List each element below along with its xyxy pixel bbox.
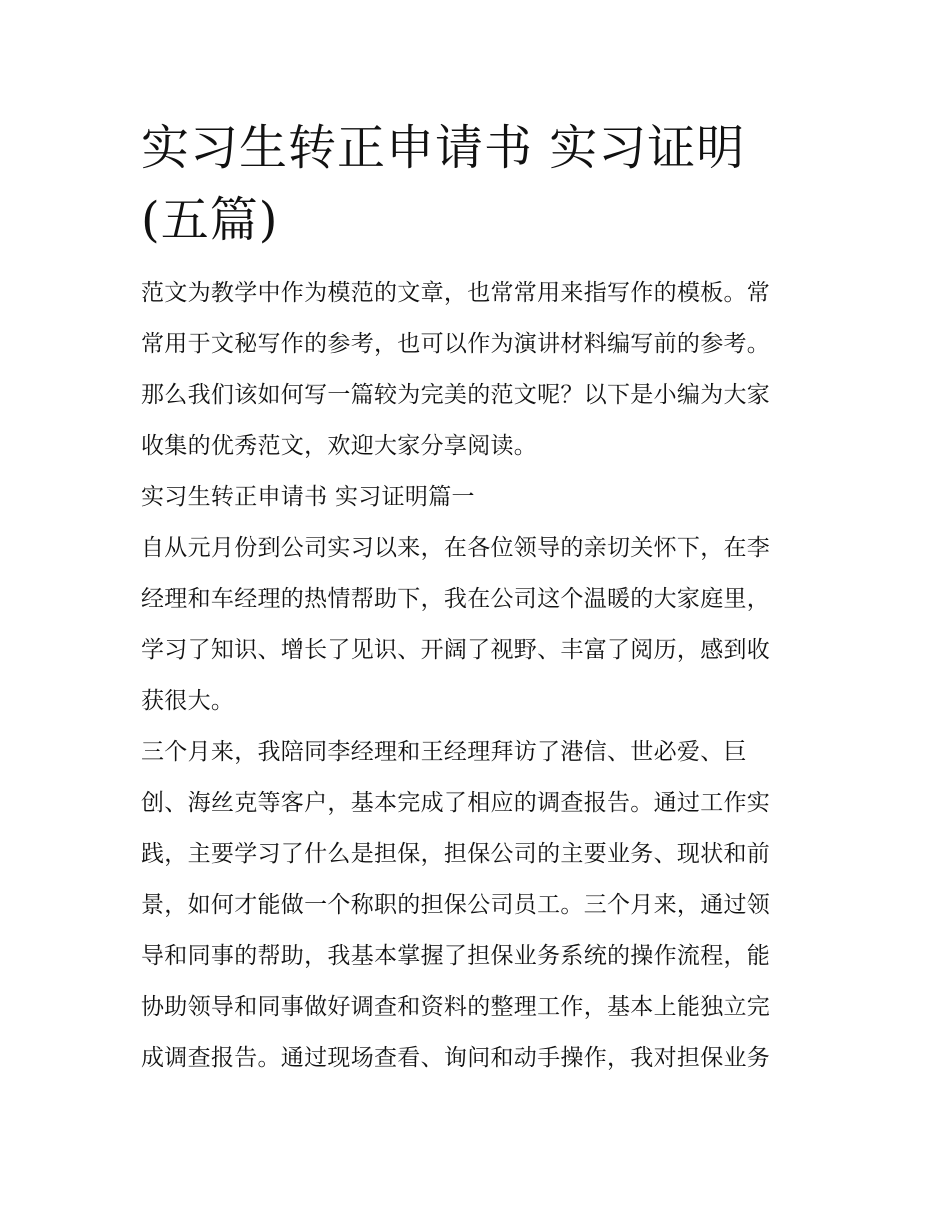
- title-line: 实习生转正申请书 实习证明: [141, 120, 746, 176]
- document-body: [141, 112, 813, 1084]
- text-line: 常用于文秘写作的参考，也可以作为演讲材料编写前的参考。: [141, 331, 771, 357]
- text-line: 景，如何才能做一个称职的担保公司员工。三个月来，通过领: [141, 892, 771, 918]
- body-paragraph-1: [141, 523, 813, 727]
- text-line: 收集的优秀范文，欢迎大家分享阅读。: [141, 433, 538, 459]
- text-line: 那么我们该如何写一篇较为完美的范文呢？以下是小编为大家: [141, 382, 771, 408]
- text-line: 成调查报告。通过现场查看、询问和动手操作，我对担保业务: [141, 1045, 771, 1071]
- text-line: 经理和车经理的热情帮助下，我在公司这个温暖的大家庭里，: [141, 586, 771, 612]
- text-line: 三个月来，我陪同李经理和王经理拜访了港信、世必爱、巨: [141, 739, 747, 765]
- intro-paragraph: [141, 268, 813, 472]
- text-line: 创、海丝克等客户，基本完成了相应的调查报告。通过工作实: [141, 790, 771, 816]
- text-line: 导和同事的帮助，我基本掌握了担保业务系统的操作流程，能: [141, 943, 771, 969]
- text-line: 学习了知识、增长了见识、开阔了视野、丰富了阅历，感到收: [141, 637, 771, 663]
- section-heading: [141, 472, 813, 523]
- title-line: (五篇): [141, 192, 279, 248]
- text-line: 范文为教学中作为模范的文章，也常常用来指写作的模板。常: [141, 280, 771, 306]
- text-line: 协助领导和同事做好调查和资料的整理工作，基本上能独立完: [141, 994, 771, 1020]
- text-line: 自从元月份到公司实习以来，在各位领导的亲切关怀下，在李: [141, 535, 771, 561]
- body-paragraph-2: [141, 727, 813, 1084]
- text-line: 践，主要学习了什么是担保，担保公司的主要业务、现状和前: [141, 841, 771, 867]
- text-line: 获很大。: [141, 688, 235, 714]
- document-title: [141, 112, 813, 256]
- section-heading-text: 实习生转正申请书 实习证明篇一: [141, 484, 475, 510]
